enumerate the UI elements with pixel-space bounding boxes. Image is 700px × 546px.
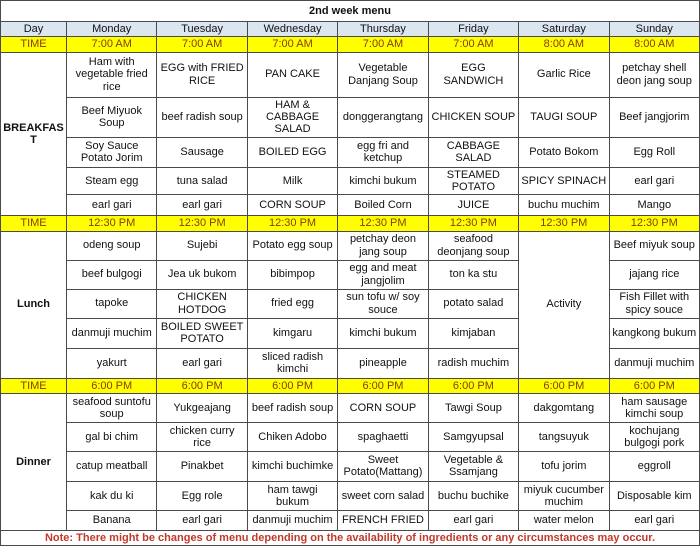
section-label-dinner: Dinner	[1, 393, 67, 530]
menu-cell: yakurt	[67, 348, 157, 378]
menu-cell: Disposable kim	[609, 481, 699, 510]
menu-cell: earl gari	[157, 510, 247, 530]
time-cell: 7:00 AM	[338, 37, 428, 52]
menu-cell: ham sausage kimchi soup	[609, 393, 699, 422]
time-cell: 12:30 PM	[428, 216, 518, 231]
menu-cell: EGG with FRIED RICE	[157, 52, 247, 97]
menu-cell: Mango	[609, 195, 699, 216]
time-cell: 6:00 PM	[247, 378, 337, 393]
menu-cell: beef radish soup	[247, 393, 337, 422]
time-row-label: TIME	[1, 378, 67, 393]
menu-cell: Egg role	[157, 481, 247, 510]
menu-cell: earl gari	[67, 195, 157, 216]
menu-cell: Chiken Adobo	[247, 422, 337, 451]
menu-cell: earl gari	[157, 348, 247, 378]
menu-note: Note: There might be changes of menu depending on the availability of ingredients or any circumstances may occur.	[1, 530, 700, 545]
menu-cell: tapoke	[67, 289, 157, 318]
menu-cell: Garlic Rice	[519, 52, 609, 97]
menu-cell: sweet corn salad	[338, 481, 428, 510]
menu-cell: kimchi bukum	[338, 318, 428, 348]
page-title: 2nd week menu	[1, 1, 700, 22]
menu-cell: odeng soup	[67, 231, 157, 260]
menu-cell: sun tofu w/ soy souce	[338, 289, 428, 318]
time-cell: 12:30 PM	[609, 216, 699, 231]
menu-cell: catup meatball	[67, 451, 157, 481]
time-cell: 7:00 AM	[428, 37, 518, 52]
menu-cell: radish muchim	[428, 348, 518, 378]
menu-cell: Fish Fillet with spicy souce	[609, 289, 699, 318]
menu-cell: Banana	[67, 510, 157, 530]
day-header-saturday: Saturday	[519, 22, 609, 37]
menu-cell: kangkong bukum	[609, 318, 699, 348]
menu-cell: earl gari	[609, 167, 699, 195]
menu-cell: Ham with vegetable fried rice	[67, 52, 157, 97]
menu-cell: buchu buchike	[428, 481, 518, 510]
menu-cell: BOILED EGG	[247, 137, 337, 167]
menu-cell: Potato egg soup	[247, 231, 337, 260]
time-cell: 7:00 AM	[247, 37, 337, 52]
menu-cell: kochujang bulgogi pork	[609, 422, 699, 451]
menu-cell: seafood suntofu soup	[67, 393, 157, 422]
menu-cell: EGG SANDWICH	[428, 52, 518, 97]
menu-cell: seafood deonjang soup	[428, 231, 518, 260]
menu-cell: SPICY SPINACH	[519, 167, 609, 195]
day-header-sunday: Sunday	[609, 22, 699, 37]
menu-cell: spaghaetti	[338, 422, 428, 451]
menu-cell: kimchi bukum	[338, 167, 428, 195]
day-header-monday: Monday	[67, 22, 157, 37]
menu-cell: Vegetable Danjang Soup	[338, 52, 428, 97]
menu-cell: Samgyupsal	[428, 422, 518, 451]
menu-cell: donggerangtang	[338, 97, 428, 137]
menu-cell: Steam egg	[67, 167, 157, 195]
day-header-tuesday: Tuesday	[157, 22, 247, 37]
menu-cell: Egg Roll	[609, 137, 699, 167]
menu-cell: Sweet Potato(Mattang)	[338, 451, 428, 481]
day-header-wednesday: Wednesday	[247, 22, 337, 37]
menu-cell: Pinakbet	[157, 451, 247, 481]
menu-cell: Yukgeajang	[157, 393, 247, 422]
menu-cell: kak du ki	[67, 481, 157, 510]
menu-cell: JUICE	[428, 195, 518, 216]
menu-cell: water melon	[519, 510, 609, 530]
time-cell: 8:00 AM	[609, 37, 699, 52]
menu-cell: petchay deon jang soup	[338, 231, 428, 260]
menu-cell: Beef miyuk soup	[609, 231, 699, 260]
menu-cell: BOILED SWEET POTATO	[157, 318, 247, 348]
menu-cell: kimgaru	[247, 318, 337, 348]
menu-cell: eggroll	[609, 451, 699, 481]
menu-cell: Vegetable & Ssamjang	[428, 451, 518, 481]
menu-cell: egg fri and ketchup	[338, 137, 428, 167]
menu-cell: CHICKEN HOTDOG	[157, 289, 247, 318]
menu-cell: tofu jorim	[519, 451, 609, 481]
time-cell: 6:00 PM	[428, 378, 518, 393]
menu-cell: kimjaban	[428, 318, 518, 348]
time-cell: 12:30 PM	[247, 216, 337, 231]
menu-cell: Beef Miyuok Soup	[67, 97, 157, 137]
menu-cell: CORN SOUP	[338, 393, 428, 422]
section-label-lunch: Lunch	[1, 231, 67, 378]
day-column-header: Day	[1, 22, 67, 37]
time-cell: 6:00 PM	[157, 378, 247, 393]
menu-cell: jajang rice	[609, 260, 699, 289]
menu-cell: TAUGI SOUP	[519, 97, 609, 137]
menu-cell: kimchi buchimke	[247, 451, 337, 481]
menu-cell: earl gari	[157, 195, 247, 216]
menu-cell: dakgomtang	[519, 393, 609, 422]
time-row-label: TIME	[1, 37, 67, 52]
menu-cell: tangsuyuk	[519, 422, 609, 451]
time-cell: 6:00 PM	[609, 378, 699, 393]
menu-cell: CHICKEN SOUP	[428, 97, 518, 137]
menu-cell: tuna salad	[157, 167, 247, 195]
menu-cell: HAM & CABBAGE SALAD	[247, 97, 337, 137]
time-cell: 6:00 PM	[338, 378, 428, 393]
menu-cell: beef bulgogi	[67, 260, 157, 289]
menu-cell: FRENCH FRIED	[338, 510, 428, 530]
time-cell: 6:00 PM	[519, 378, 609, 393]
menu-cell: potato salad	[428, 289, 518, 318]
menu-cell: miyuk cucumber muchim	[519, 481, 609, 510]
day-header-friday: Friday	[428, 22, 518, 37]
time-row-label: TIME	[1, 216, 67, 231]
time-cell: 12:30 PM	[338, 216, 428, 231]
activity-merged-cell: Activity	[519, 231, 609, 378]
menu-cell: CORN SOUP	[247, 195, 337, 216]
menu-cell: sliced radish kimchi	[247, 348, 337, 378]
time-cell: 12:30 PM	[157, 216, 247, 231]
menu-cell: bibimpop	[247, 260, 337, 289]
menu-cell: petchay shell deon jang soup	[609, 52, 699, 97]
menu-cell: Sausage	[157, 137, 247, 167]
menu-cell: CABBAGE SALAD	[428, 137, 518, 167]
menu-cell: ham tawgi bukum	[247, 481, 337, 510]
menu-cell: Soy Sauce Potato Jorim	[67, 137, 157, 167]
menu-cell: Tawgi Soup	[428, 393, 518, 422]
menu-cell: gal bi chim	[67, 422, 157, 451]
menu-cell: chicken curry rice	[157, 422, 247, 451]
menu-cell: Sujebi	[157, 231, 247, 260]
menu-cell: beef radish soup	[157, 97, 247, 137]
time-cell: 8:00 AM	[519, 37, 609, 52]
time-cell: 7:00 AM	[67, 37, 157, 52]
menu-cell: Beef jangjorim	[609, 97, 699, 137]
menu-cell: pineapple	[338, 348, 428, 378]
menu-cell: PAN CAKE	[247, 52, 337, 97]
time-cell: 7:00 AM	[157, 37, 247, 52]
time-cell: 6:00 PM	[67, 378, 157, 393]
menu-cell: Jea uk bukom	[157, 260, 247, 289]
menu-cell: earl gari	[609, 510, 699, 530]
menu-cell: earl gari	[428, 510, 518, 530]
menu-cell: STEAMED POTATO	[428, 167, 518, 195]
menu-cell: ton ka stu	[428, 260, 518, 289]
menu-cell: egg and meat jangjolim	[338, 260, 428, 289]
menu-cell: Boiled Corn	[338, 195, 428, 216]
menu-cell: danmuji muchim	[67, 318, 157, 348]
menu-cell: fried egg	[247, 289, 337, 318]
time-cell: 12:30 PM	[519, 216, 609, 231]
time-cell: 12:30 PM	[67, 216, 157, 231]
day-header-thursday: Thursday	[338, 22, 428, 37]
menu-cell: buchu muchim	[519, 195, 609, 216]
menu-cell: danmuji muchim	[247, 510, 337, 530]
menu-cell: danmuji muchim	[609, 348, 699, 378]
menu-cell: Milk	[247, 167, 337, 195]
section-label-breakfast: BREAKFAST	[1, 52, 67, 216]
menu-cell: Potato Bokom	[519, 137, 609, 167]
